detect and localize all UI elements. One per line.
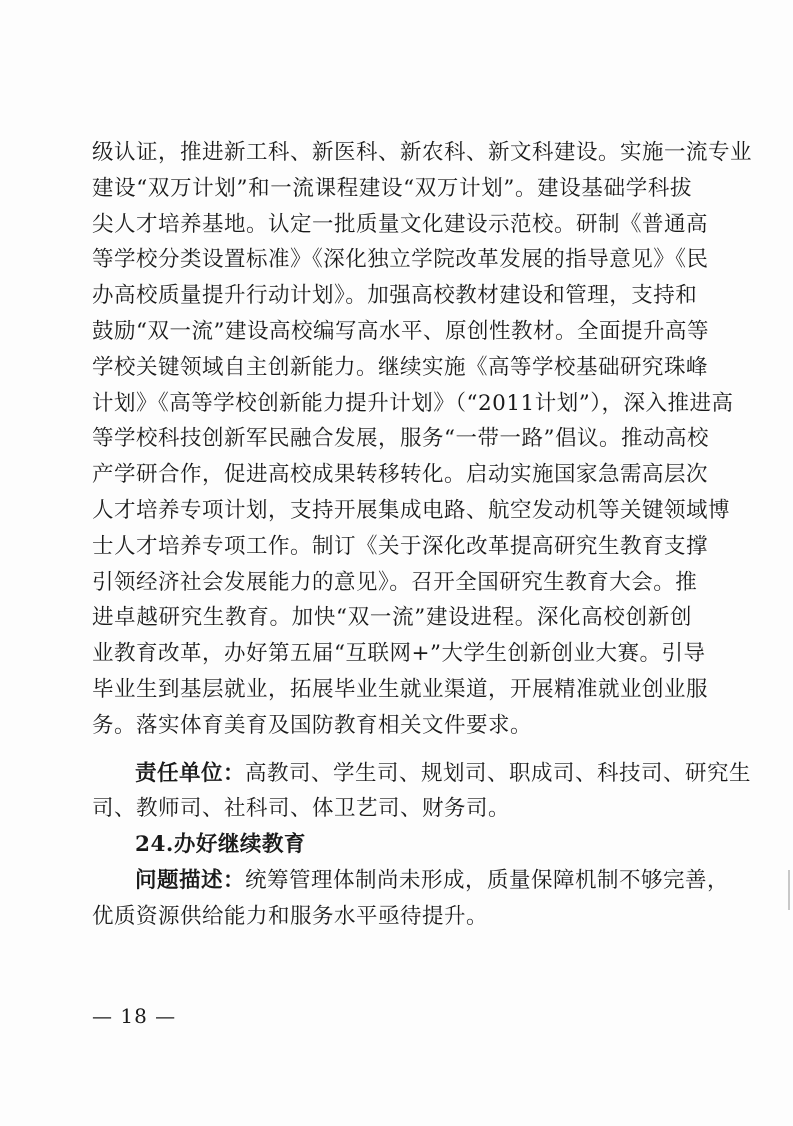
paragraph-line: 建设“双万计划”和一流课程建设“双万计划”。建设基础学科拔	[92, 175, 692, 201]
page-number: — 18 —	[92, 1004, 177, 1028]
paragraph-line: 产学研合作，促进高校成果转移转化。启动实施国家急需高层次	[92, 462, 709, 488]
paragraph-line: 学校关键领域自主创新能力。继续实施《高等学校基础研究珠峰	[92, 354, 709, 380]
responsibility-line-2: 司、教师司、社科司、体卫艺司、财务司。	[92, 796, 511, 822]
section-heading: 24.办好继续教育	[135, 832, 306, 858]
problem-line-2: 优质资源供给能力和服务水平亟待提升。	[92, 903, 489, 929]
paragraph-line: 引领经济社会发展能力的意见》。召开全国研究生教育大会。推	[92, 569, 698, 595]
paragraph-line: 等学校分类设置标准》《深化独立学院改革发展的指导意见》《民	[92, 247, 709, 273]
responsibility-label: 责任单位：	[135, 760, 246, 786]
problem-line-1	[92, 863, 730, 899]
scan-edge-mark	[788, 870, 790, 910]
paragraph-line: 进卓越研究生教育。加快“双一流”建设进程。深化高校创新创	[92, 605, 692, 631]
paragraph-line: 级认证，推进新工科、新医科、新农科、新文科建设。实施一流专业	[92, 140, 753, 165]
paragraph-line: 业教育改革，办好第五届“互联网+”大学生创新创业大赛。引导	[92, 641, 706, 667]
responsibility-units: 高教司、学生司、规划司、职成司、科技司、研究生	[245, 760, 752, 786]
body-text	[92, 135, 753, 935]
problem-description: 统筹管理体制尚未形成，质量保障机制不够完善，	[245, 867, 730, 893]
spacer	[92, 744, 692, 756]
paragraph-line: 毕业生到基层就业，拓展毕业生就业渠道，开展精准就业创业服	[92, 676, 709, 702]
paragraph-line: 鼓励“双一流”建设高校编写高水平、原创性教材。全面提升高等	[92, 318, 709, 344]
problem-label: 问题描述：	[135, 867, 246, 893]
paragraph-line: 办高校质量提升行动计划》。加强高校教材建设和管理，支持和	[92, 283, 698, 309]
paragraph-line: 等学校科技创新军民融合发展，服务“一带一路”倡议。推动高校	[92, 426, 709, 452]
paragraph-line: 尖人才培养基地。认定一批质量文化建设示范校。研制《普通高	[92, 211, 709, 237]
paragraph-line: 人才培养专项计划，支持开展集成电路、航空发动机等关键领域博	[92, 497, 731, 523]
responsibility-line-1	[92, 756, 752, 792]
paragraph-line: 务。落实体育美育及国防教育相关文件要求。	[92, 712, 533, 738]
paragraph-line: 士人才培养专项工作。制订《关于深化改革提高研究生教育支撑	[92, 533, 709, 559]
paragraph-line: 计划》《高等学校创新能力提升计划》（“2011计划”），深入推进高	[92, 390, 734, 416]
